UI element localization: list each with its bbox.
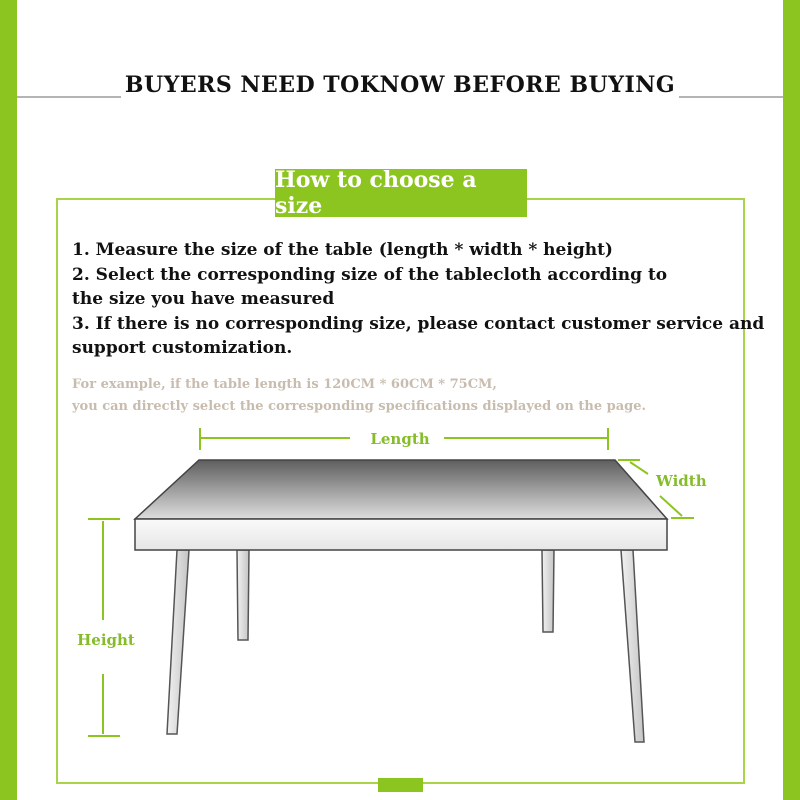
width-label: Width <box>656 472 707 490</box>
length-label: Length <box>370 430 430 448</box>
example-line: you can directly select the corresponding specifications displayed on the page. <box>72 399 647 414</box>
size-guide-heading: How to choose a size <box>275 169 527 217</box>
table-leg <box>237 550 249 640</box>
table-leg <box>167 550 189 734</box>
step-line: support customization. <box>72 338 293 358</box>
step-line: 1. Measure the size of the table (length * width * height) <box>72 240 613 260</box>
step-line: 2. Select the corresponding size of the tablecloth according to <box>72 264 668 285</box>
height-dimension <box>77 519 135 736</box>
height-label: Height <box>77 631 135 649</box>
step-line: 3. If there is no corresponding size, please contact customer service and <box>72 313 765 334</box>
table-leg <box>542 550 554 632</box>
table-front-edge <box>135 519 667 550</box>
example-line: For example, if the table length is 120CM * 60CM * 75CM, <box>72 377 497 392</box>
step-line: the size you have measured <box>72 289 335 309</box>
table-top <box>135 460 667 519</box>
page-title-text: BUYERS NEED TOKNOW BEFORE BUYING <box>121 72 679 98</box>
table-leg <box>621 550 644 742</box>
length-dimension <box>200 428 608 450</box>
table-illustration <box>135 460 667 742</box>
